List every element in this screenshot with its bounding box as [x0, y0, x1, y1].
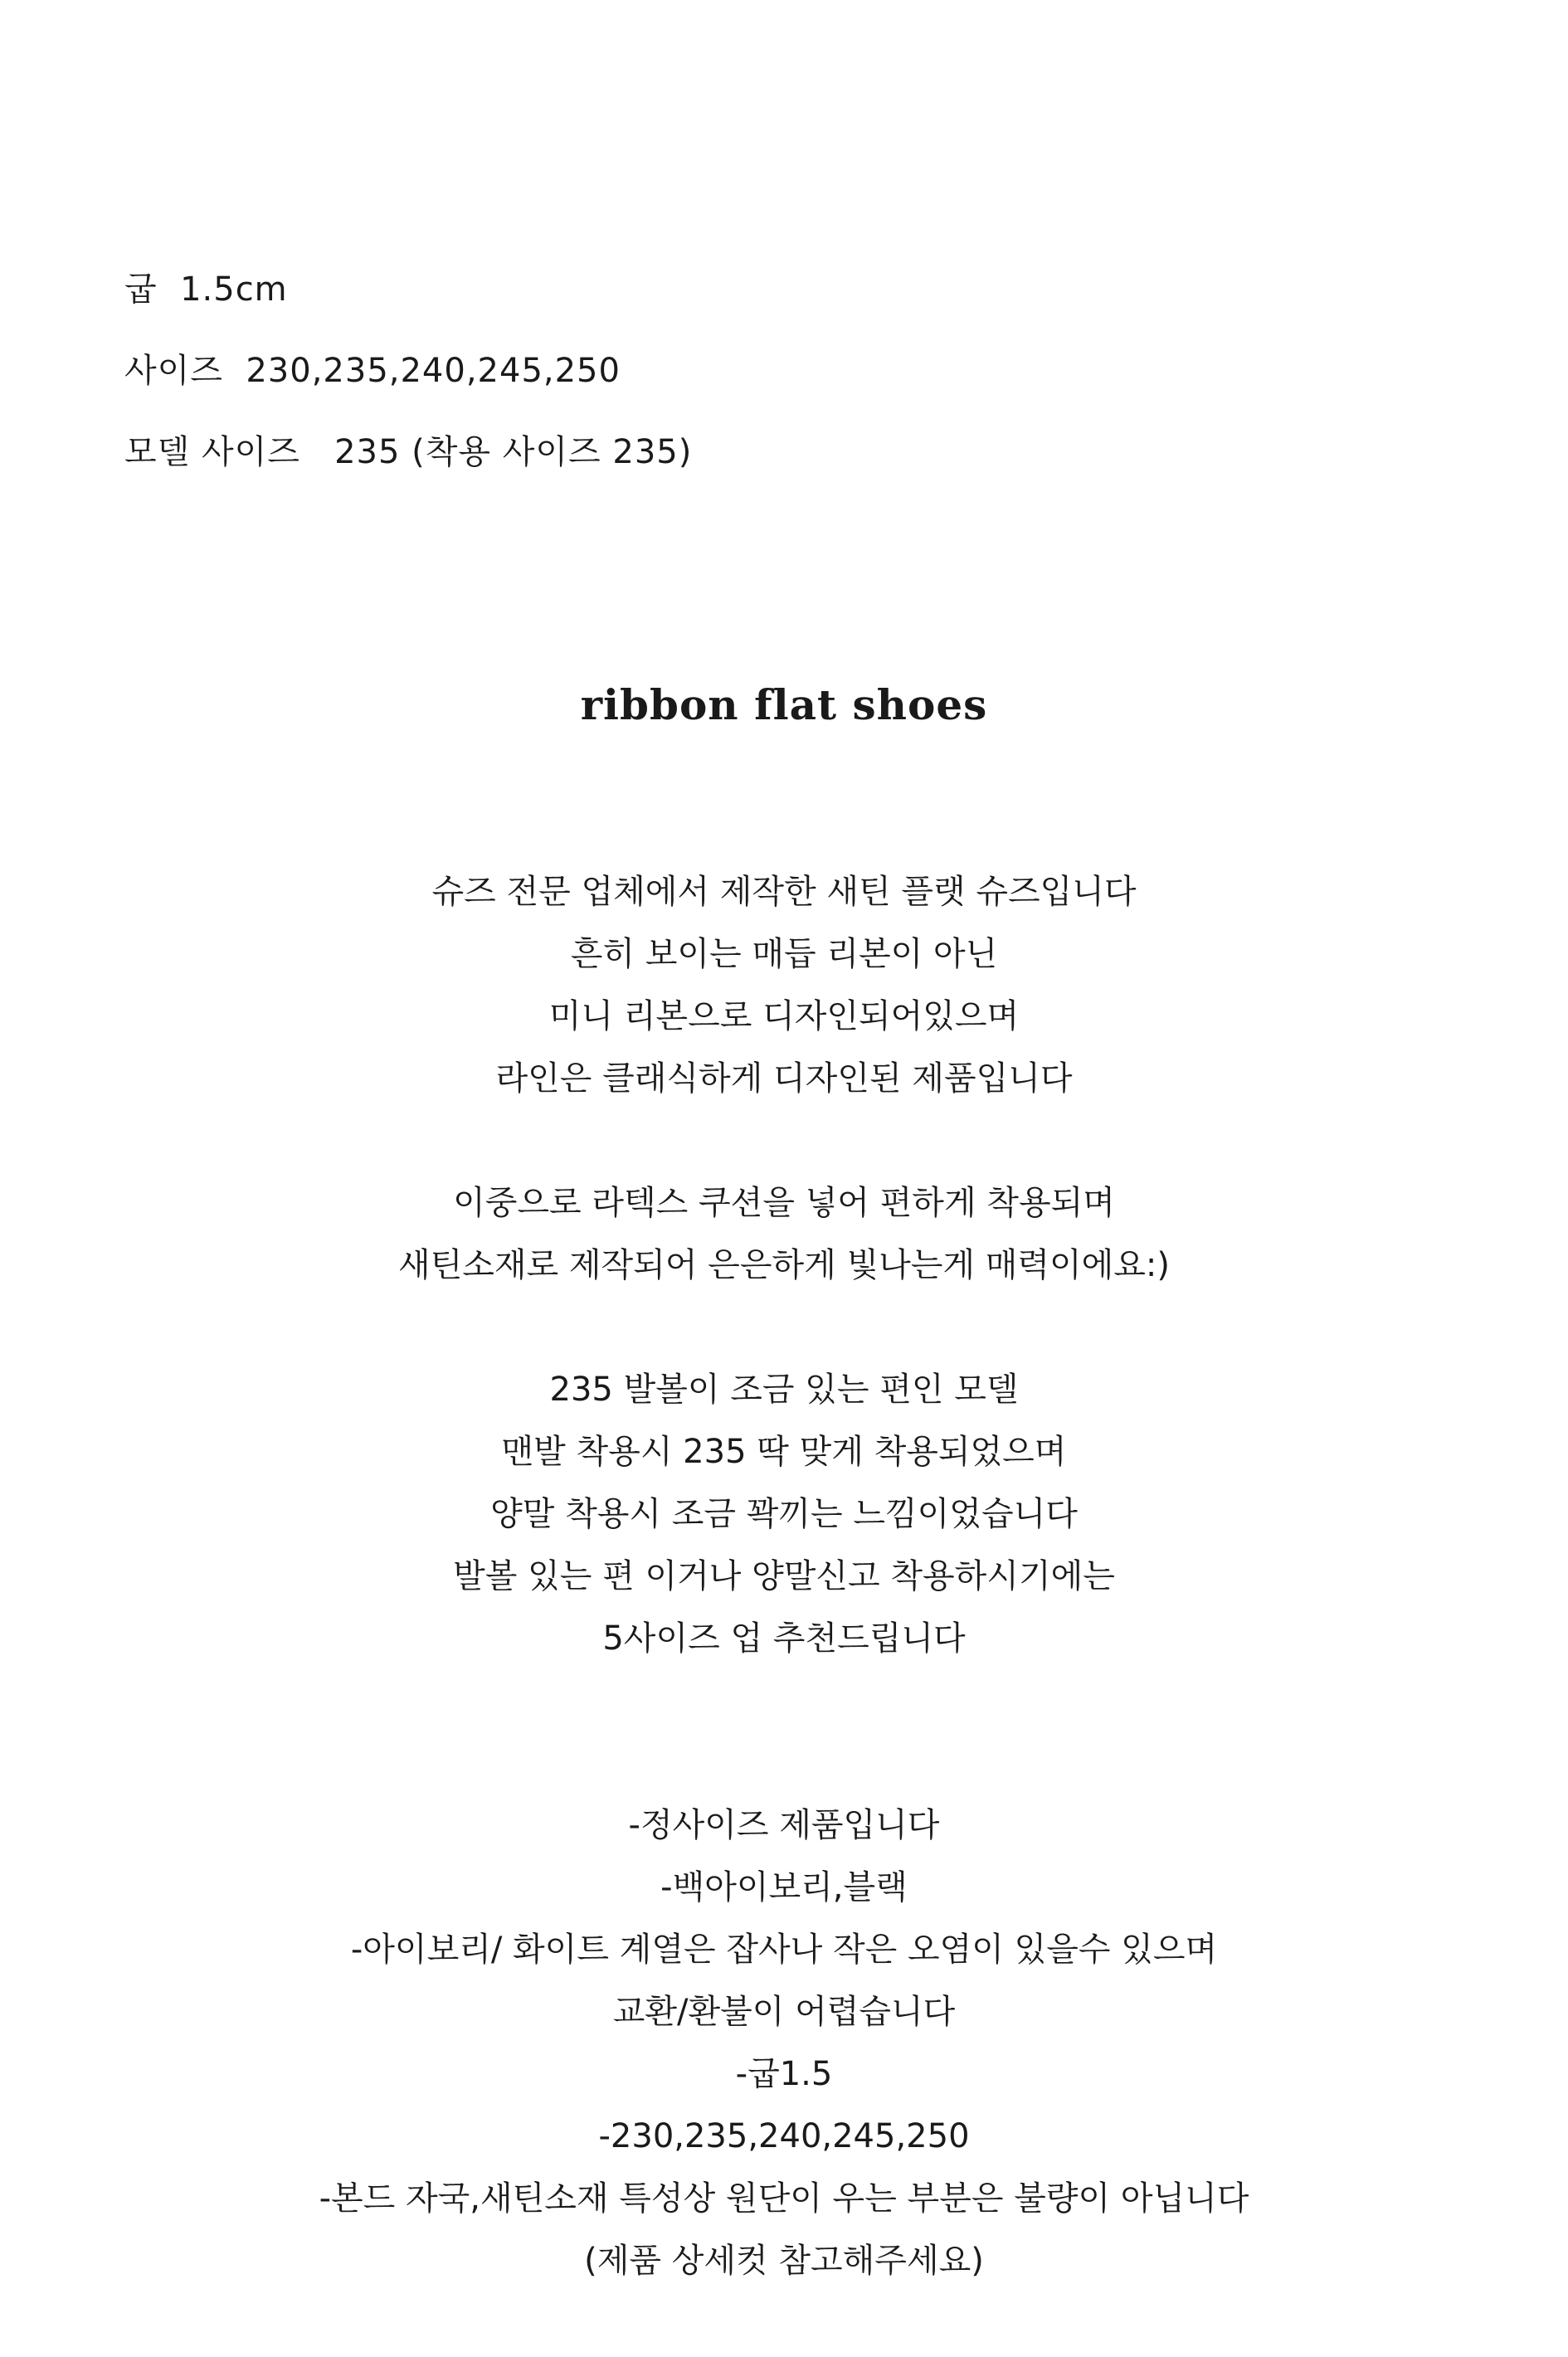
description-line: 발볼 있는 편 이거나 양말신고 착용하시기에는 — [453, 1557, 1115, 1595]
spec-label: 모델 사이즈 — [124, 433, 300, 471]
paragraph-spacer — [0, 1297, 1568, 1359]
note-line: -백아이보리,블랙 — [660, 1868, 908, 1907]
spec-value: 235 (착용 사이즈 235) — [334, 433, 693, 471]
notes-paragraph — [0, 1795, 1568, 2292]
paragraph-spacer — [0, 1670, 1568, 1795]
description-line: 맨발 착용시 235 딱 맞게 착용되었으며 — [501, 1433, 1067, 1471]
description-line: 슈즈 전문 업체에서 제작한 새틴 플랫 슈즈입니다 — [431, 873, 1137, 911]
description-line: 5사이즈 업 추천드립니다 — [602, 1619, 966, 1658]
spec-row-size — [124, 330, 954, 412]
spec-row-model-size — [124, 412, 954, 493]
note-line: -정사이즈 제품입니다 — [628, 1806, 940, 1844]
product-description — [0, 861, 1568, 2292]
note-line: (제품 상세컷 참고해주세요) — [584, 2242, 984, 2280]
description-paragraph — [0, 861, 1568, 1110]
spec-list — [124, 249, 954, 493]
note-line: -굽1.5 — [735, 2055, 833, 2093]
paragraph-spacer — [0, 1110, 1568, 1172]
spec-row-heel — [124, 249, 954, 330]
spec-label: 사이즈 — [124, 352, 223, 390]
note-line: -아이보리/ 화이트 계열은 잡사나 작은 오염이 있을수 있으며 — [350, 1931, 1218, 1969]
note-line: -본드 자국,새틴소재 특성상 원단이 우는 부분은 불량이 아닙니다 — [319, 2179, 1249, 2218]
note-line: 교환/환불이 어렵습니다 — [612, 1993, 956, 2031]
description-line: 이중으로 라텍스 쿠션을 넣어 편하게 착용되며 — [453, 1184, 1115, 1222]
description-line: 양말 착용시 조금 꽉끼는 느낌이었습니다 — [490, 1495, 1078, 1533]
description-paragraph — [0, 1359, 1568, 1670]
description-line: 라인은 클래식하게 디자인된 제품입니다 — [495, 1059, 1073, 1098]
description-line: 새틴소재로 제작되어 은은하게 빛나는게 매력이에요:) — [397, 1246, 1171, 1284]
description-line: 미니 리본으로 디자인되어있으며 — [548, 997, 1020, 1035]
spec-value: 1.5cm — [180, 270, 288, 309]
description-line: 235 발볼이 조금 있는 편인 모델 — [549, 1371, 1019, 1409]
product-title: ribbon flat shoes — [580, 680, 988, 729]
spec-label: 굽 — [124, 270, 158, 309]
spec-value: 230,235,240,245,250 — [246, 352, 621, 390]
description-line: 흔히 보이는 매듭 리본이 아닌 — [570, 935, 998, 973]
note-line: -230,235,240,245,250 — [598, 2117, 970, 2155]
description-paragraph — [0, 1172, 1568, 1297]
